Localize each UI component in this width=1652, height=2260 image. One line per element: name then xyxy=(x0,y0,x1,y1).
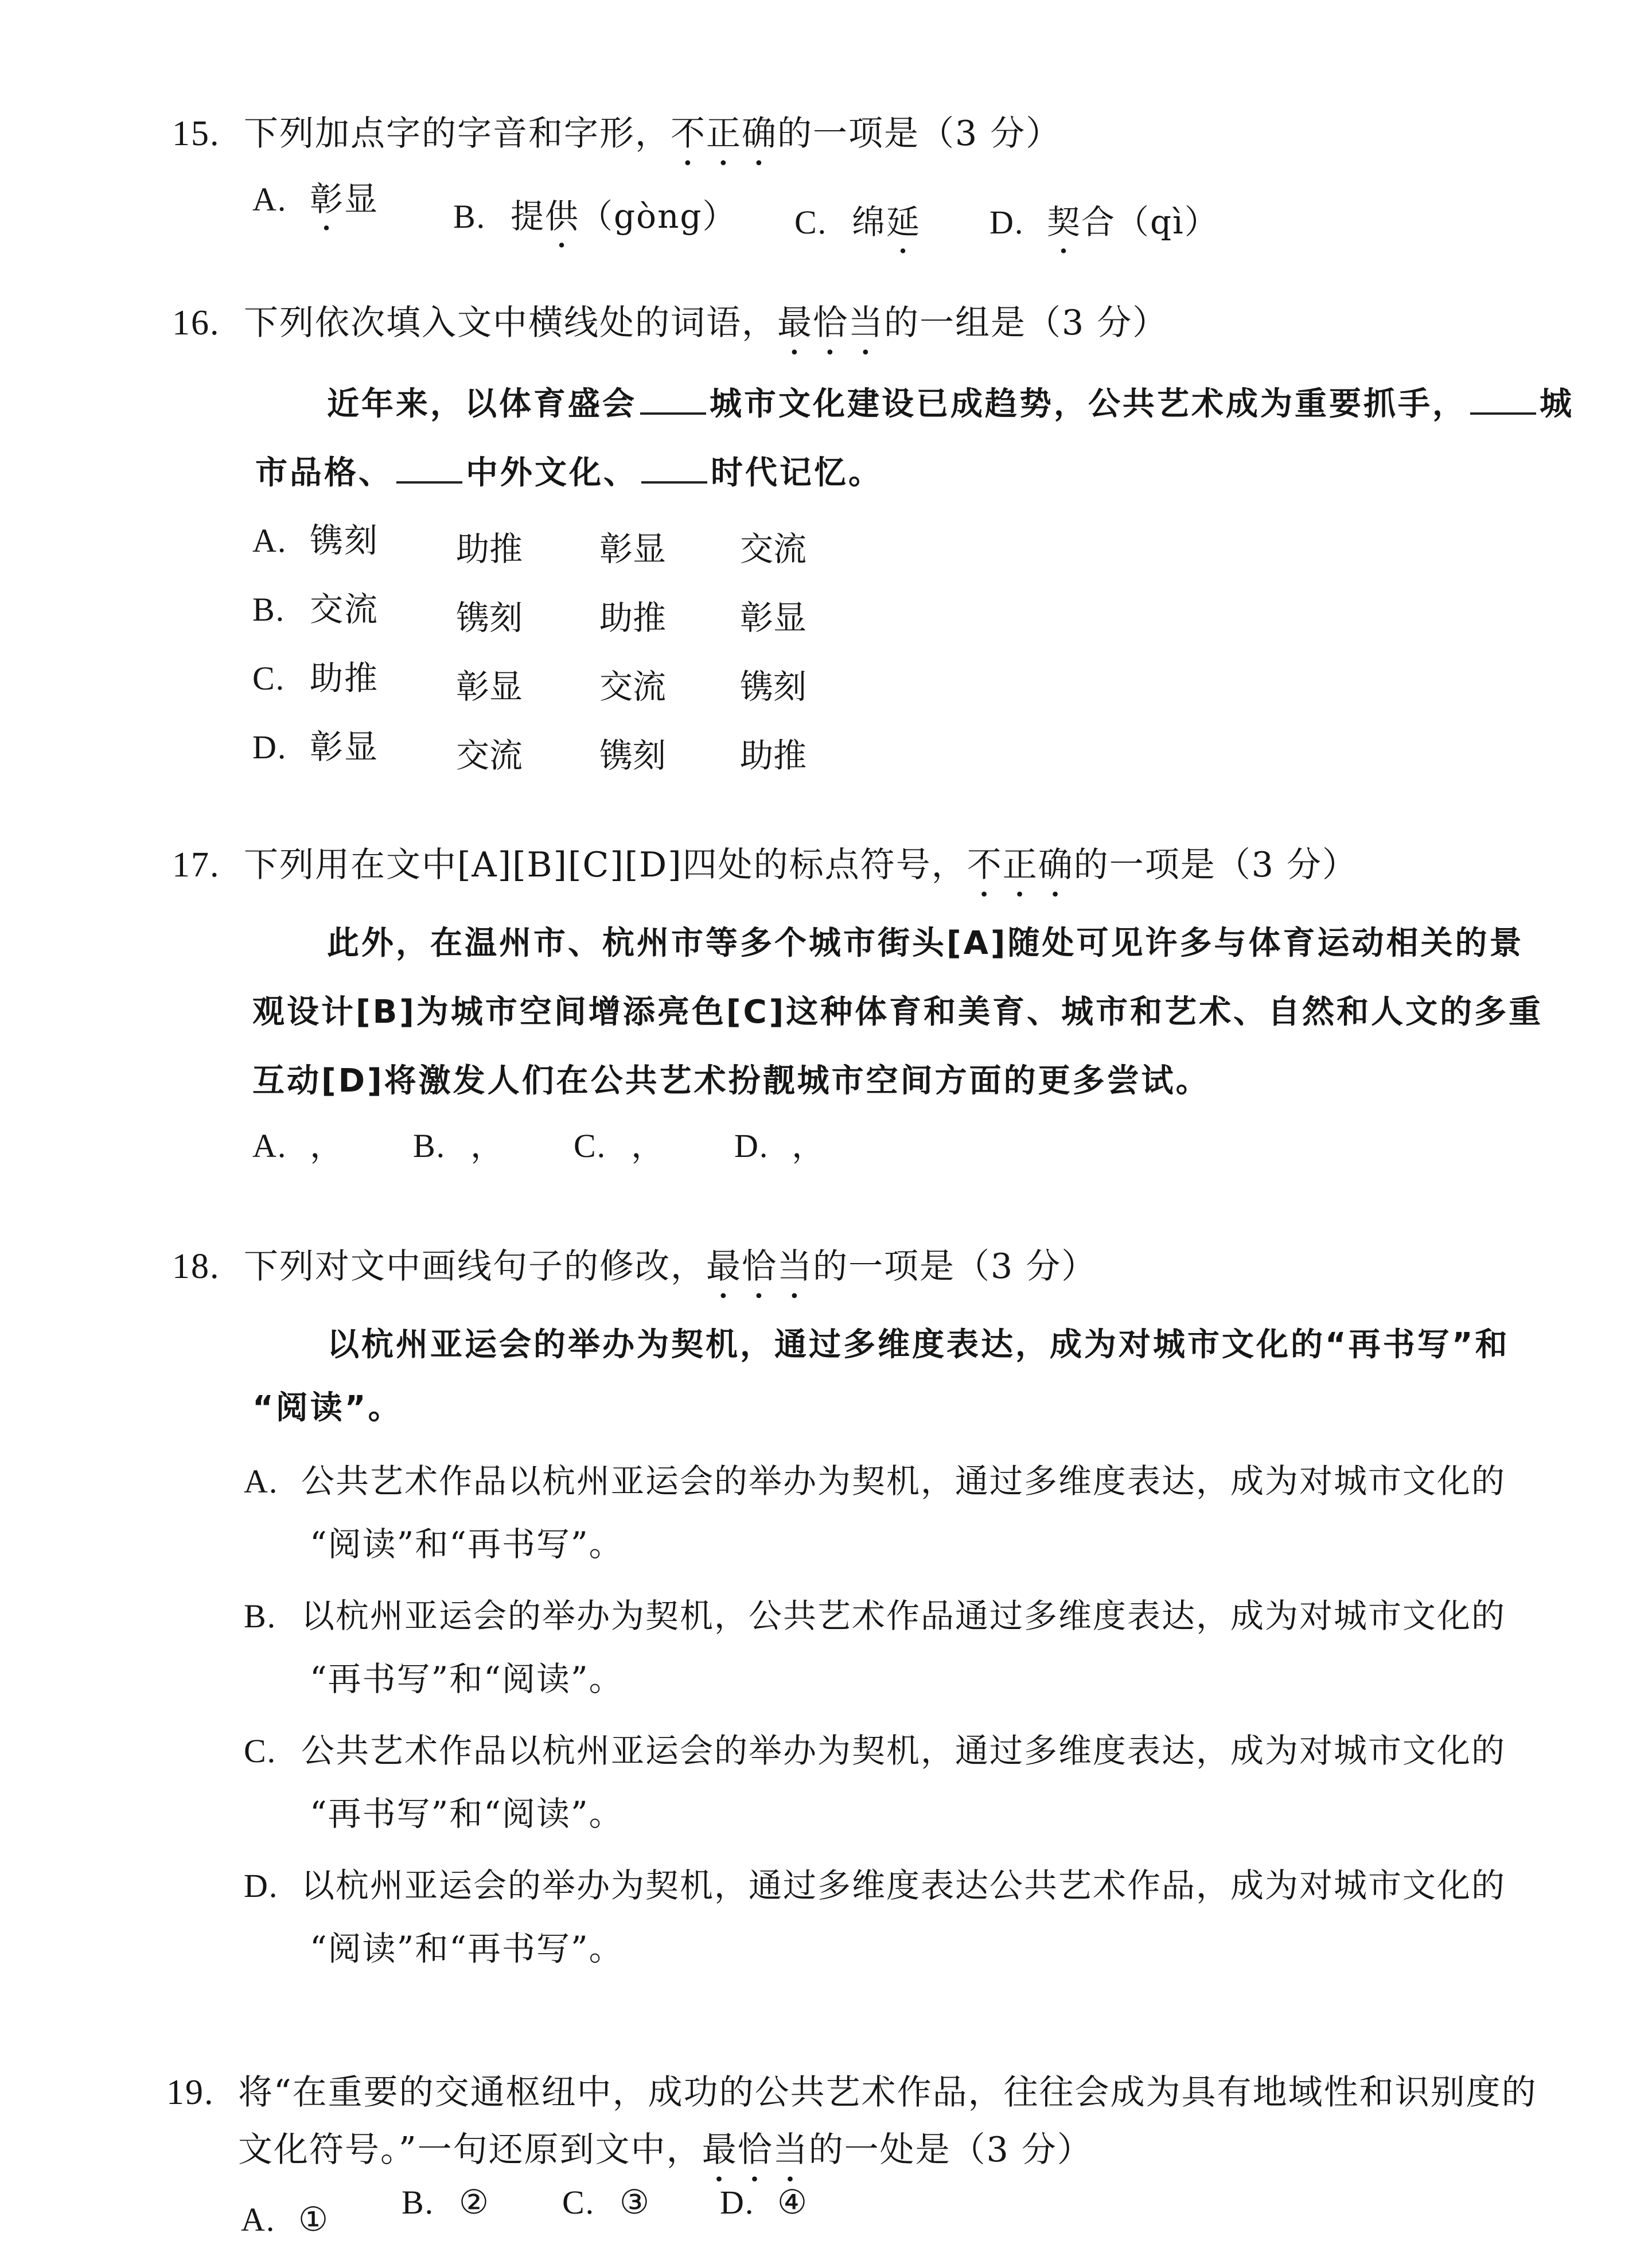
option-label: B. xyxy=(402,2184,435,2221)
fill-blank-3 xyxy=(396,454,462,484)
q16-option-b xyxy=(252,582,379,630)
fill-blank-1 xyxy=(640,385,706,415)
q19-option-b xyxy=(402,2183,490,2222)
option-text: 显 xyxy=(344,180,379,219)
q17-stem-emphasis: 不正确 xyxy=(967,845,1074,885)
q18-passage-line-1: 以杭州亚运会的举办为契机，通过多维度表达，成为对城市文化的“再书写”和 xyxy=(327,1326,1510,1363)
option-word: 交流 xyxy=(310,590,379,629)
option-word: 镌刻 xyxy=(740,667,807,706)
option-text: ， xyxy=(631,1126,666,1165)
option-word: 交流 xyxy=(740,529,807,568)
q18-option-d xyxy=(244,1858,1506,1907)
option-dotted-char: 延 xyxy=(886,202,921,241)
option-text: ① xyxy=(298,2200,329,2239)
option-label: D. xyxy=(989,204,1024,241)
option-label: C. xyxy=(794,204,828,241)
q15-stem xyxy=(172,106,1061,174)
option-pinyin: （gòng） xyxy=(579,197,737,236)
option-label: D. xyxy=(734,1127,769,1164)
passage-text: 城市文化建设已成趋势，公共艺术成为重要抓手， xyxy=(710,385,1467,423)
option-label: A. xyxy=(241,2201,276,2238)
option-text: 公共艺术作品以杭州亚运会的举办为契机，通过多维度表达，成为对城市文化的 xyxy=(301,1731,1506,1770)
q19-number: 19. xyxy=(166,2073,215,2112)
option-dotted-char: 彰 xyxy=(310,180,345,219)
option-text: 合 xyxy=(1081,202,1116,241)
q17-option-d xyxy=(734,1119,826,1167)
option-word: 彰显 xyxy=(740,598,807,637)
q18-stem-points: 的一项是（3 分） xyxy=(813,1246,1097,1287)
q15-stem-text: 下列加点字的字音和字形， xyxy=(244,114,671,154)
option-word: 彰显 xyxy=(310,727,379,766)
q19-stem-text: 将“在重要的交通枢纽中，成功的公共艺术作品，往往会成为具有地域性和识别度的 xyxy=(238,2072,1537,2113)
q17-passage-line-2: 观设计[B]为城市空间增添亮色[C]这种体育和美育、城市和艺术、自然和人文的多重 xyxy=(252,993,1544,1031)
option-text: ， xyxy=(470,1126,505,1165)
q15-option-a xyxy=(252,172,379,238)
q18-option-d-line-2: “阅读”和“再书写”。 xyxy=(310,1929,624,1968)
q17-stem-points: 的一项是（3 分） xyxy=(1073,845,1358,885)
q19-option-d xyxy=(720,2183,808,2222)
q17-number: 17. xyxy=(172,845,220,884)
q19-stem-points: 的一处是（3 分） xyxy=(808,2130,1093,2170)
option-label: C. xyxy=(252,660,286,697)
passage-text: 市品格、 xyxy=(255,454,393,492)
option-word: 助推 xyxy=(740,736,807,775)
q18-passage-line-2: “阅读”。 xyxy=(252,1389,403,1427)
option-text: 提 xyxy=(511,197,546,236)
q18-option-a-line-2: “阅读”和“再书写”。 xyxy=(310,1525,624,1564)
option-label: D. xyxy=(252,728,287,766)
option-label: D. xyxy=(244,1867,279,1904)
fill-blank-2 xyxy=(1470,385,1536,415)
q18-stem xyxy=(172,1239,1097,1307)
option-word: 助推 xyxy=(599,598,667,637)
q16-passage-line-2 xyxy=(255,447,883,493)
fill-blank-4 xyxy=(641,454,707,484)
option-text: ， xyxy=(310,1126,345,1165)
option-text: ③ xyxy=(620,2183,650,2222)
option-label: A. xyxy=(252,181,287,218)
passage-text: 中外文化、 xyxy=(466,454,638,492)
q19-stem-text: 文化符号。”一句还原到文中， xyxy=(238,2130,702,2170)
option-text: ， xyxy=(792,1126,827,1165)
option-label: B. xyxy=(252,591,286,628)
option-label: A. xyxy=(252,522,287,559)
option-word: 彰显 xyxy=(456,667,523,706)
q18-number: 18. xyxy=(172,1247,220,1286)
option-label: C. xyxy=(562,2184,595,2221)
option-dotted-char: 供 xyxy=(545,197,580,236)
q18-option-c xyxy=(244,1724,1506,1772)
option-dotted-char: 契 xyxy=(1047,202,1082,241)
option-word: 彰显 xyxy=(599,529,667,568)
option-text: 以杭州亚运会的举办为契机，通过多维度表达公共艺术作品，成为对城市文化的 xyxy=(301,1866,1506,1905)
q15-option-d xyxy=(989,195,1219,261)
q17-stem-text: 下列用在文中[A][B][C][D]四处的标点符号， xyxy=(244,845,967,885)
option-text: ② xyxy=(459,2183,490,2222)
q19-stem-line-1 xyxy=(166,2065,1537,2114)
q18-option-c-line-2: “再书写”和“阅读”。 xyxy=(310,1794,624,1833)
option-text: 公共艺术作品以杭州亚运会的举办为契机，通过多维度表达，成为对城市文化的 xyxy=(301,1462,1506,1501)
option-label: A. xyxy=(252,1127,287,1164)
option-text: 以杭州亚运会的举办为契机，公共艺术作品通过多维度表达，成为对城市文化的 xyxy=(301,1596,1506,1635)
q16-stem-emphasis: 最恰当 xyxy=(777,303,884,343)
option-word: 交流 xyxy=(599,667,667,706)
q15-number: 15. xyxy=(172,114,220,153)
q16-stem-points: 的一组是（3 分） xyxy=(884,303,1168,343)
passage-text: 时代记忆。 xyxy=(711,454,883,492)
q18-stem-emphasis: 最恰当 xyxy=(706,1246,813,1287)
option-text: 绵 xyxy=(852,202,887,241)
option-word: 助推 xyxy=(310,658,379,698)
q17-option-a xyxy=(252,1119,344,1167)
q16-passage-line-1 xyxy=(327,379,1574,424)
q16-option-c xyxy=(252,651,379,699)
option-label: C. xyxy=(574,1127,607,1164)
q19-option-a xyxy=(241,2200,329,2239)
option-word: 助推 xyxy=(456,529,523,568)
q17-option-c xyxy=(574,1119,665,1167)
option-label: B. xyxy=(244,1597,277,1635)
q16-option-d xyxy=(252,720,379,768)
q16-option-a xyxy=(252,513,379,562)
passage-text: 城 xyxy=(1540,385,1574,423)
q18-option-b-line-2: “再书写”和“阅读”。 xyxy=(310,1659,624,1698)
q17-passage-line-3: 互动[D]将激发人们在公共艺术扮靓城市空间方面的更多尝试。 xyxy=(252,1062,1210,1100)
q19-option-c xyxy=(562,2183,650,2222)
option-label: C. xyxy=(244,1732,277,1770)
q15-stem-points: 的一项是（3 分） xyxy=(777,114,1062,154)
option-word: 镌刻 xyxy=(310,521,379,560)
q15-option-c xyxy=(794,195,921,261)
option-label: A. xyxy=(244,1463,279,1500)
q15-stem-emphasis: 不正确 xyxy=(671,114,777,154)
option-text: ④ xyxy=(777,2183,808,2222)
option-label: D. xyxy=(720,2184,755,2221)
q19-stem-emphasis: 最恰当 xyxy=(702,2130,809,2170)
option-word: 镌刻 xyxy=(456,598,523,637)
option-label: B. xyxy=(453,198,486,235)
q16-stem-text: 下列依次填入文中横线处的词语， xyxy=(244,303,777,343)
option-pinyin: （qì） xyxy=(1116,202,1219,241)
q18-option-a xyxy=(244,1454,1506,1502)
q16-number: 16. xyxy=(172,303,220,342)
option-word: 镌刻 xyxy=(599,736,667,775)
q17-passage-line-1: 此外，在温州市、杭州市等多个城市街头[A]随处可见许多与体育运动相关的景 xyxy=(327,925,1524,962)
q19-stem-line-2 xyxy=(238,2122,1093,2190)
option-label: B. xyxy=(413,1127,446,1164)
option-word: 交流 xyxy=(456,736,523,775)
q17-option-b xyxy=(413,1119,505,1167)
q16-stem xyxy=(172,295,1168,363)
q15-option-b xyxy=(453,189,737,255)
passage-text: 近年来，以体育盛会 xyxy=(327,385,637,423)
q18-option-b xyxy=(244,1589,1506,1637)
q18-stem-text: 下列对文中画线句子的修改， xyxy=(244,1246,706,1287)
q17-stem xyxy=(172,837,1358,905)
